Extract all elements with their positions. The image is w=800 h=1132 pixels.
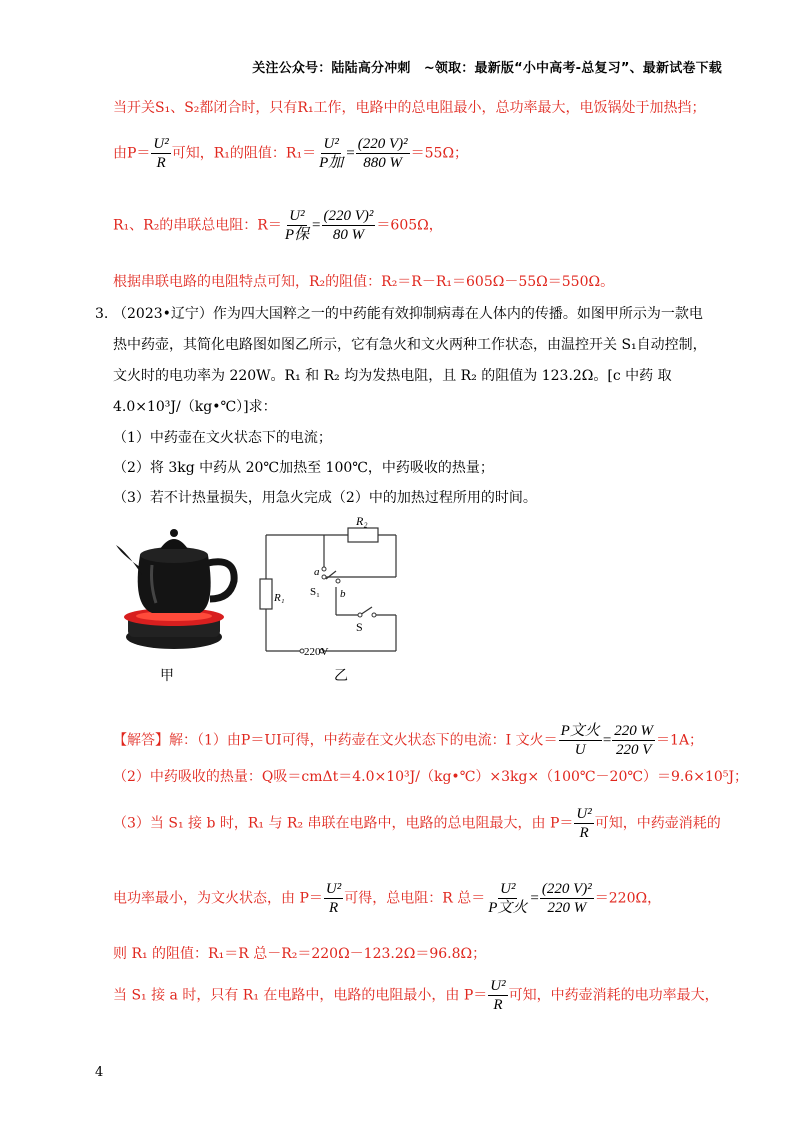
- denominator: 220 W: [547, 900, 587, 916]
- herbal-teapot-image: [112, 515, 242, 650]
- figure-label-jia: 甲: [160, 668, 174, 684]
- denominator: 80 W: [332, 227, 365, 243]
- answer-line-1: 【解答】解：（1）由P＝UI可得，中药壶在文火状态下的电流：I 文火＝ $\frac{\text{P文火}}{U}$ = $\frac{220 W}{220 V}$ ＝1A；: [113, 723, 704, 758]
- text: ＝55Ω；: [410, 145, 469, 162]
- text: 可得，总电阻：R 总＝: [344, 890, 486, 907]
- fraction: [151, 135, 170, 172]
- question-line-4: 4.0×10³J/（kg•℃）]求：: [113, 399, 277, 415]
- fraction: [486, 880, 529, 917]
- fraction: [317, 135, 345, 172]
- numerator: U²: [325, 881, 342, 897]
- text: 当 S₁ 接 a 时，只有 R₁ 在电路中，电路的电阻最小，由 P＝: [113, 987, 488, 1004]
- numerator: U²: [500, 881, 516, 897]
- fraction: [559, 722, 602, 759]
- r1-label: R₁: [274, 592, 285, 604]
- figure-label-yi: 乙: [334, 668, 348, 684]
- question-number: 3.: [95, 306, 109, 322]
- numerator: P文火: [560, 723, 600, 739]
- question-line-2: 热中药壶，其简化电路图如图乙所示，它有急火和文火两种工作状态，由温控开关 S₁自动控制，: [113, 337, 707, 353]
- fraction: [324, 880, 343, 917]
- denominator: R: [493, 997, 503, 1013]
- s1-label: S₁: [310, 586, 320, 598]
- page-number: 4: [95, 1065, 104, 1080]
- denominator: P加: [319, 155, 344, 171]
- a-label: a: [314, 566, 320, 578]
- b-label: b: [340, 588, 346, 600]
- numerator: U²: [289, 208, 305, 224]
- denominator: 220 V: [615, 742, 652, 758]
- fraction: [356, 135, 410, 172]
- numerator: U²: [153, 136, 169, 152]
- denominator: R: [156, 155, 166, 171]
- text: 【解答】解：（1）由P＝UI可得，中药壶在文火状态下的电流：I 文火＝: [113, 732, 558, 749]
- numerator: U²: [576, 806, 592, 822]
- numerator: U²: [490, 978, 506, 994]
- numerator: (220 V)²: [323, 208, 374, 224]
- r2-label: R₂: [356, 515, 368, 528]
- fraction: [574, 805, 593, 842]
- fraction: [283, 207, 311, 244]
- denominator: P文火: [488, 900, 528, 916]
- s-label: S: [356, 620, 363, 634]
- text: 可知，中药壶消耗的: [594, 815, 721, 832]
- denominator: U: [574, 742, 586, 758]
- text: 由P＝: [113, 145, 151, 162]
- sub-question-2: （2）将 3kg 中药从 20℃加热至 100℃，中药吸收的热量；: [113, 460, 494, 476]
- text: ＝605Ω，: [376, 217, 443, 234]
- voltage-label: 220V: [304, 646, 329, 658]
- solution-line-1: 当开关S₁、S₂都闭合时，只有R₁工作，电路中的总电阻最小，总功率最大，电饭锅处于加热挡；: [113, 100, 706, 116]
- numerator: (220 V)²: [357, 136, 408, 152]
- answer-line-4: 电功率最小，为文火状态，由 P＝ $\frac{\text{U²}}{R}$ 可得，总电阻：R 总＝ $\frac{\text{U²}}{\text{P文火}}$ = $\frac{\text{(220 V)²}}{220 W}$ ＝220Ω，: [113, 881, 662, 916]
- text: 可知，中药壶消耗的电功率最大，: [508, 987, 719, 1004]
- text: ＝220Ω，: [594, 890, 662, 907]
- numerator: 220 W: [614, 723, 654, 739]
- fraction: [322, 207, 376, 244]
- solution-line-2: 由P＝ $\frac{\text{U²}}{R}$ 可知，R₁的阻值：R₁＝ $\frac{\text{U²}}{\text{P加}}$ = $\frac{\text{(220 V)²}}{880 W}$ ＝55Ω；: [113, 136, 469, 171]
- fraction: [540, 880, 594, 917]
- question-line-3: 文火时的电功率为 220W。R₁ 和 R₂ 均为发热电阻，且 R₂ 的阻值为 123.2Ω。[c 中药 取: [113, 368, 672, 384]
- fraction: [612, 722, 655, 759]
- question-line-1: （2023•辽宁）作为四大国粹之一的中药能有效抑制病毒在人体内的传播。如图甲所示为一款电: [113, 306, 703, 322]
- solution-line-4: 根据串联电路的电阻特点可知，R₂的阻值：R₂＝R－R₁＝605Ω－55Ω＝550Ω。: [113, 274, 615, 290]
- denominator: 880 W: [363, 155, 403, 171]
- fraction: [488, 977, 507, 1014]
- text: ＝1A；: [656, 732, 704, 749]
- denominator: P保: [284, 227, 310, 243]
- sub-question-1: （1）中药壶在文火状态下的电流；: [113, 430, 332, 446]
- text: （3）当 S₁ 接 b 时，R₁ 与 R₂ 串联在电路中，电路的总电阻最大，由 P＝: [113, 815, 574, 832]
- r2-resistor: [348, 528, 378, 542]
- solution-line-3: R₁、R₂的串联总电阻：R＝ $\frac{\text{U²}}{\text{P保}}$ = $\frac{\text{(220 V)²}}{80 W}$ ＝605Ω，: [113, 208, 443, 243]
- answer-line-6: [113, 977, 719, 1014]
- page-header: 关注公众号：陆陆高分冲刺 ~领取：最新版“小中高考-总复习”、最新试卷下载: [252, 61, 722, 76]
- numerator: U²: [323, 136, 339, 152]
- text: 电功率最小，为文火状态，由 P＝: [113, 890, 323, 907]
- answer-line-5: 则 R₁ 的阻值：R₁＝R 总－R₂＝220Ω－123.2Ω＝96.8Ω；: [113, 946, 487, 962]
- circuit-diagram: [258, 515, 403, 660]
- answer-line-2: （2）中药吸收的热量：Q吸＝cmΔt＝4.0×10³J/（kg•℃）×3kg×（100℃－20℃）＝9.6×10⁵J；: [113, 769, 749, 785]
- r1-resistor: [260, 579, 272, 609]
- denominator: R: [579, 825, 589, 841]
- numerator: (220 V)²: [541, 881, 592, 897]
- denominator: R: [328, 900, 339, 916]
- text: 可知，R₁的阻值：R₁＝: [171, 145, 317, 162]
- sub-question-3: （3）若不计热量损失，用急火完成（2）中的加热过程所用的时间。: [113, 490, 537, 506]
- text: R₁、R₂的串联总电阻：R＝: [113, 217, 282, 234]
- answer-line-3: [113, 805, 721, 842]
